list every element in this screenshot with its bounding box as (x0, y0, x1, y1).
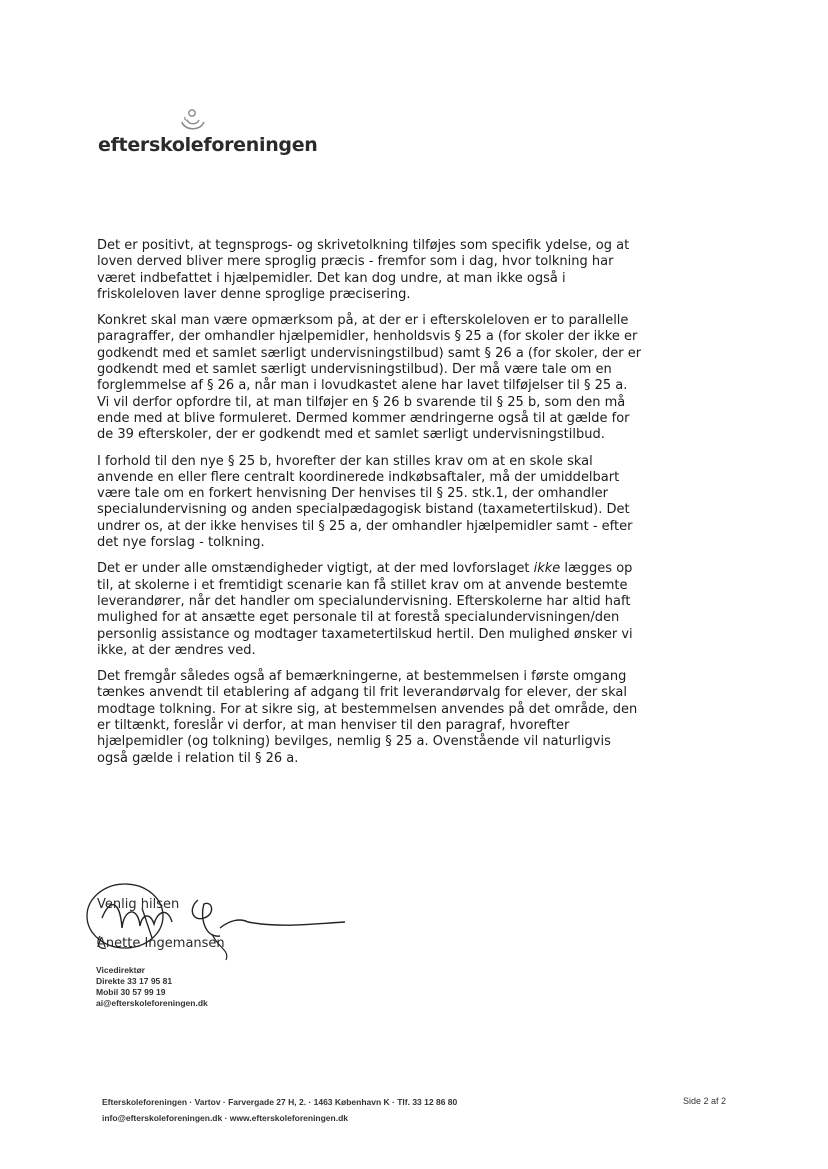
signer-title: Vicedirektør (96, 965, 145, 975)
text-fragment: Det er under alle omstændigheder vigtigt, at der med lovforslaget (97, 561, 534, 577)
text-line: ikke, at der ændres ved. (97, 642, 256, 658)
handwritten-signature (80, 878, 370, 968)
text-line: forglemmelse af § 26 a, når man i lovudkastet alene har lavet tilføjelser til § 25 a. (97, 378, 628, 394)
signer-email: ai@efterskoleforeningen.dk (96, 998, 208, 1008)
text-line: personlig assistance og modtager taxametertilskud hertil. Den mulighed ønsker vi (97, 626, 633, 642)
paragraph-4 (97, 561, 657, 659)
text-line: anvende en eller flere centralt koordinerede indkøbsaftaler, må der umiddelbart (97, 469, 620, 485)
text-line: hjælpemidler (og tolkning) bevilges, nemlig § 25 a. Ovenstående vil naturligvis (97, 734, 611, 750)
text-line (97, 561, 657, 577)
paragraph-1 (97, 238, 657, 303)
text-line: loven derved bliver mere sproglig præcis - fremfor som i dag, hvor tolkning har (97, 254, 614, 270)
text-fragment: lægges op (560, 561, 633, 577)
text-line: også gælde i relation til § 26 a. (97, 750, 299, 766)
text-line: Det fremgår således også af bemærkningerne, at bestemmelsen i første omgang (97, 669, 627, 685)
letter-body (97, 238, 657, 777)
text-line: modtage tolkning. For at sikre sig, at bestemmelsen anvendes på det område, den (97, 701, 638, 717)
paragraph-2 (97, 313, 657, 443)
text-line: være tale om en forkert henvisning Der henvises til § 25. stk.1, der omhandler (97, 486, 609, 502)
emphasis-text: ikke (533, 561, 561, 577)
text-line: ende med at blive formuleret. Dermed kommer ændringerne også til at gælde for (97, 410, 630, 426)
text-line: til, at skolerne i et fremtidigt scenarie kan få stillet krav om at anvende bestemte (97, 577, 628, 593)
text-line: godkendt med et samlet særligt undervisningstilbud). Der må være tale om en (97, 362, 612, 378)
organization-logo (98, 108, 328, 158)
logo-wordmark: efterskoleforeningen (98, 134, 318, 156)
text-line: Konkret skal man være opmærksom på, at der er i efterskoleloven er to parallelle (97, 313, 629, 329)
text-line: de 39 efterskoler, der er godkendt med et samlet særligt undervisningstilbud. (97, 427, 605, 443)
text-line: I forhold til den nye § 25 b, hvorefter der kan stilles krav om at en skole skal (97, 453, 593, 469)
text-line: er tiltænkt, foreslår vi derfor, at man henviser til den paragraf, hvorefter (97, 718, 570, 734)
paragraph-5 (97, 669, 657, 767)
page-footer (102, 1094, 457, 1126)
text-line: tænkes anvendt til etablering af adgang til frit leverandørvalg for elever, der skal (97, 685, 627, 701)
footer-web: info@efterskoleforeningen.dk · www.efterskoleforeningen.dk (102, 1113, 349, 1123)
closing-greeting: Venlig hilsen (97, 897, 180, 912)
text-line: Det er positivt, at tegnsprogs- og skrivetolkning tilføjes som specifik ydelse, og at (97, 238, 630, 253)
text-line: Vi vil derfor opfordre til, at man tilføjer en § 26 b svarende til § 25 b, som den må (97, 394, 626, 410)
text-line: undrer os, at der ikke henvises til § 25 a, der omhandler hjælpemidler samt - efter (97, 518, 633, 534)
page-number: Side 2 af 2 (682, 1096, 726, 1106)
paragraph-3 (97, 454, 657, 552)
text-line: været indbefattet i hjælpemidler. Det kan dog undre, at man ikke også i (97, 270, 566, 286)
text-line: det nye forslag - tolkning. (97, 535, 265, 551)
signer-name: Anette Ingemansen (97, 936, 225, 951)
signer-direct-phone: Direkte 33 17 95 81 (96, 976, 173, 986)
swirl-people-icon (178, 108, 208, 136)
text-line: godkendt med et samlet særligt undervisningstilbud) samt § 26 a (for skoler, der er (97, 345, 642, 361)
text-line: paragraffer, der omhandler hjælpemidler, henholdsvis § 25 a (for skoler der ikke er (97, 329, 638, 345)
signer-contact (96, 965, 208, 1009)
footer-address: Efterskoleforeningen · Vartov · Farvergade 27 H, 2. · 1463 København K · Tlf. 33 12 86 80 (102, 1097, 458, 1107)
text-line: leverandører, når det handler om specialundervisning. Efterskolerne har altid haft (97, 593, 631, 609)
signer-mobile-phone: Mobil 30 57 99 19 (96, 987, 166, 997)
text-line: specialundervisning og anden specialpædagogisk bistand (taxametertilskud). Det (97, 502, 630, 518)
text-line: mulighed for at ansætte eget personale til at forestå specialundervisningen/den (97, 610, 620, 626)
text-line: friskoleloven laver denne sproglige præcisering. (97, 286, 411, 302)
